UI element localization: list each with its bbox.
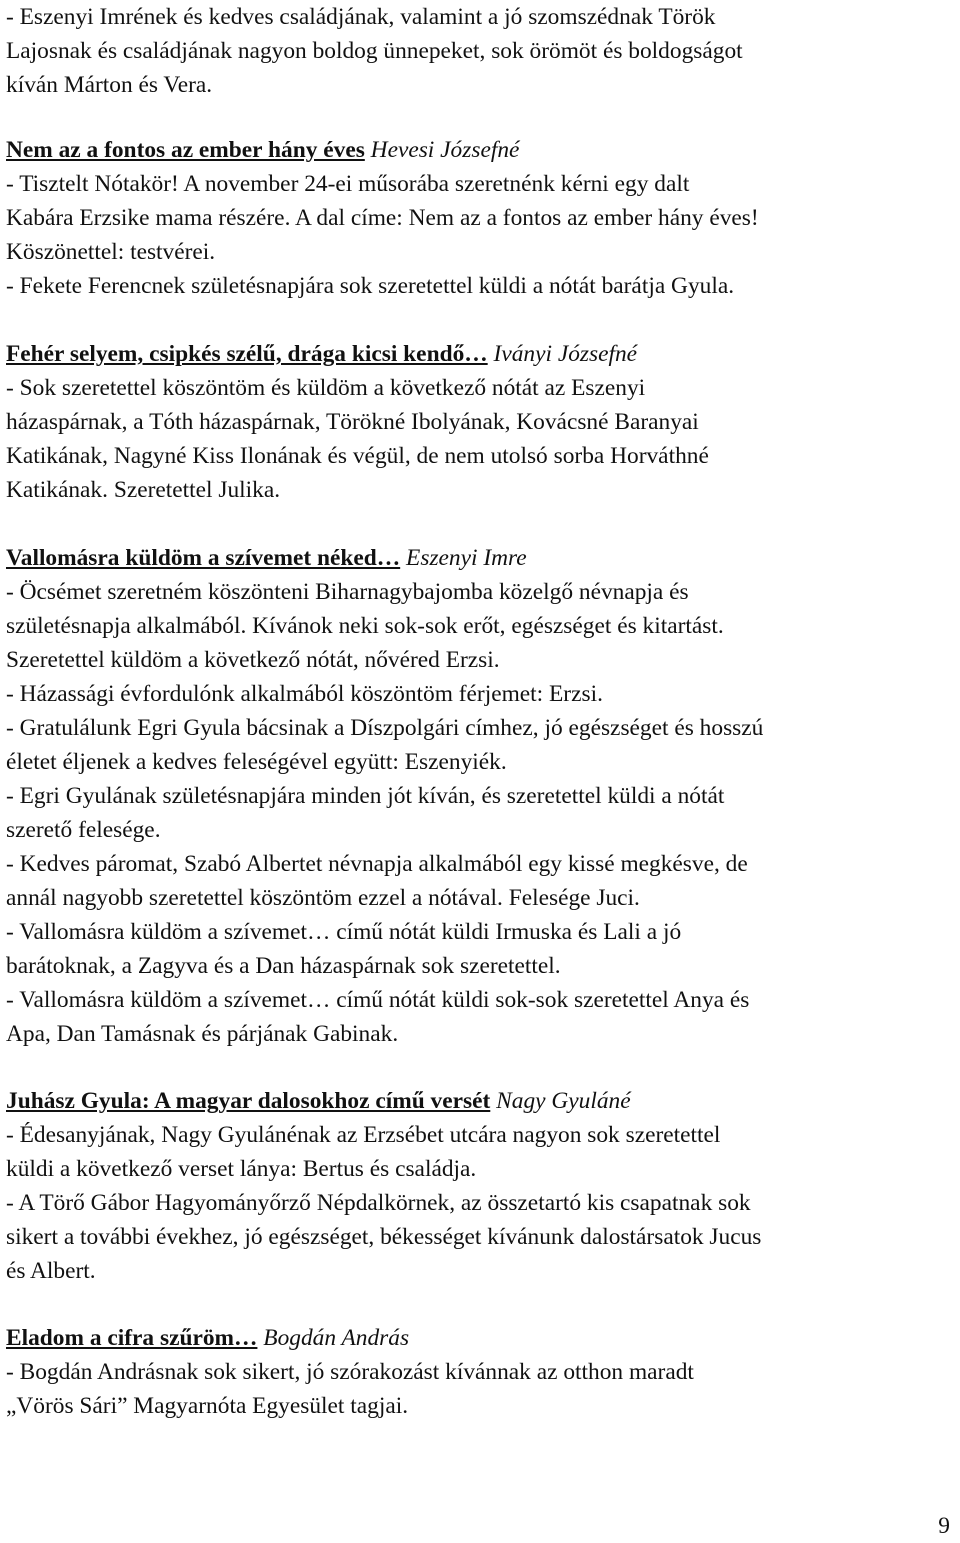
section-heading	[6, 541, 956, 575]
text-line: - Bogdán Andrásnak sok sikert, jó szórakozást kívánnak az otthon maradt	[6, 1359, 694, 1385]
text-line: - Tisztelt Nótakör! A november 24-ei műsorába szeretnénk kérni egy dalt	[6, 171, 690, 197]
text-line: házaspárnak, a Tóth házaspárnak, Törökné Ibolyának, Kovácsné Baranyai	[6, 409, 699, 435]
text-line: kíván Márton és Vera.	[6, 72, 213, 98]
section-heading	[6, 133, 956, 167]
section-juhasz-gyula	[6, 1084, 956, 1288]
song-author: Bogdán András	[263, 1325, 410, 1351]
text-line: - Édesanyjának, Nagy Gyulánénak az Erzsébet utcára nagyon sok szeretettel	[6, 1122, 721, 1148]
section-heading	[6, 337, 956, 371]
song-title: Fehér selyem, csipkés szélű, drága kicsi kendő…	[6, 341, 488, 367]
text-line: Katikának, Nagyné Kiss Ilonának és végül, de nem utolsó sorba Horváthné	[6, 443, 709, 469]
song-author: Iványi Józsefné	[493, 341, 638, 367]
text-line: - Öcsémet szeretném köszönteni Biharnagybajomba közelgő névnapja és	[6, 579, 689, 605]
text-line: annál nagyobb szeretettel köszöntöm ezzel a nótával. Felesége Juci.	[6, 885, 640, 911]
text-line: születésnapja alkalmából. Kívánok neki sok-sok erőt, egészséget és kitartást.	[6, 613, 724, 639]
text-line: Lajosnak és családjának nagyon boldog ünnepeket, sok örömöt és boldogságot	[6, 38, 743, 64]
song-title: Vallomásra küldöm a szívemet néked…	[6, 545, 401, 571]
text-line: Szeretettel küldöm a következő nótát, nővéred Erzsi.	[6, 647, 500, 673]
text-line: - Gratulálunk Egri Gyula bácsinak a Díszpolgári címhez, jó egészséget és hosszú	[6, 715, 764, 741]
section-feher-selyem	[6, 337, 956, 507]
text-line: küldi a következő verset lánya: Bertus és családja.	[6, 1156, 477, 1182]
text-line: szerető felesége.	[6, 817, 161, 843]
intro-paragraph	[6, 0, 956, 102]
song-title: Eladom a cifra szűröm…	[6, 1325, 258, 1351]
text-line: - Egri Gyulának születésnapjára minden jót kíván, és szeretettel küldi a nótát	[6, 783, 725, 809]
text-line: életet éljenek a kedves feleségével együtt: Eszenyiék.	[6, 749, 507, 775]
text-line: barátoknak, a Zagyva és a Dan házaspárnak sok szeretettel.	[6, 953, 561, 979]
text-line: „Vörös Sári” Magyarnóta Egyesület tagjai.	[6, 1393, 409, 1419]
section-eladom-a-cifra	[6, 1321, 956, 1423]
text-line: - Vallomásra küldöm a szívemet… című nótát küldi Irmuska és Lali a jó	[6, 919, 682, 945]
text-line: sikert a további évekhez, jó egészséget, békességet kívánunk dalostársatok Jucus	[6, 1224, 762, 1250]
section-heading	[6, 1084, 956, 1118]
text-line: - Sok szeretettel köszöntöm és küldöm a következő nótát az Eszenyi	[6, 375, 646, 401]
song-author: Eszenyi Imre	[406, 545, 527, 571]
song-author: Hevesi Józsefné	[370, 137, 520, 163]
section-nem-az-a-fontos	[6, 133, 956, 303]
song-title: Juhász Gyula: A magyar dalosokhoz című versét	[6, 1088, 491, 1114]
text-line: - A Törő Gábor Hagyományőrző Népdalkörnek, az összetartó kis csapatnak sok	[6, 1190, 751, 1216]
text-line: és Albert.	[6, 1258, 96, 1284]
text-line: - Kedves páromat, Szabó Albertet névnapja alkalmából egy kissé megkésve, de	[6, 851, 748, 877]
section-heading	[6, 1321, 956, 1355]
text-line: Kabára Erzsike mama részére. A dal címe: Nem az a fontos az ember hány éves!	[6, 205, 759, 231]
text-line: - Eszenyi Imrének és kedves családjának, valamint a jó szomszédnak Török	[6, 4, 716, 30]
text-line: Apa, Dan Tamásnak és párjának Gabinak.	[6, 1021, 399, 1047]
section-vallomasra	[6, 541, 956, 1051]
text-line: Katikának. Szeretettel Julika.	[6, 477, 281, 503]
text-line: - Fekete Ferencnek születésnapjára sok szeretettel küldi a nótát barátja Gyula.	[6, 273, 735, 299]
text-line: Köszönettel: testvérei.	[6, 239, 216, 265]
text-line: - Házassági évfordulónk alkalmából köszöntöm férjemet: Erzsi.	[6, 681, 603, 707]
song-title: Nem az a fontos az ember hány éves	[6, 137, 365, 163]
text-line: - Vallomásra küldöm a szívemet… című nótát küldi sok-sok szeretettel Anya és	[6, 987, 750, 1013]
song-author: Nagy Gyuláné	[496, 1088, 631, 1114]
page-number: 9	[938, 1513, 950, 1539]
